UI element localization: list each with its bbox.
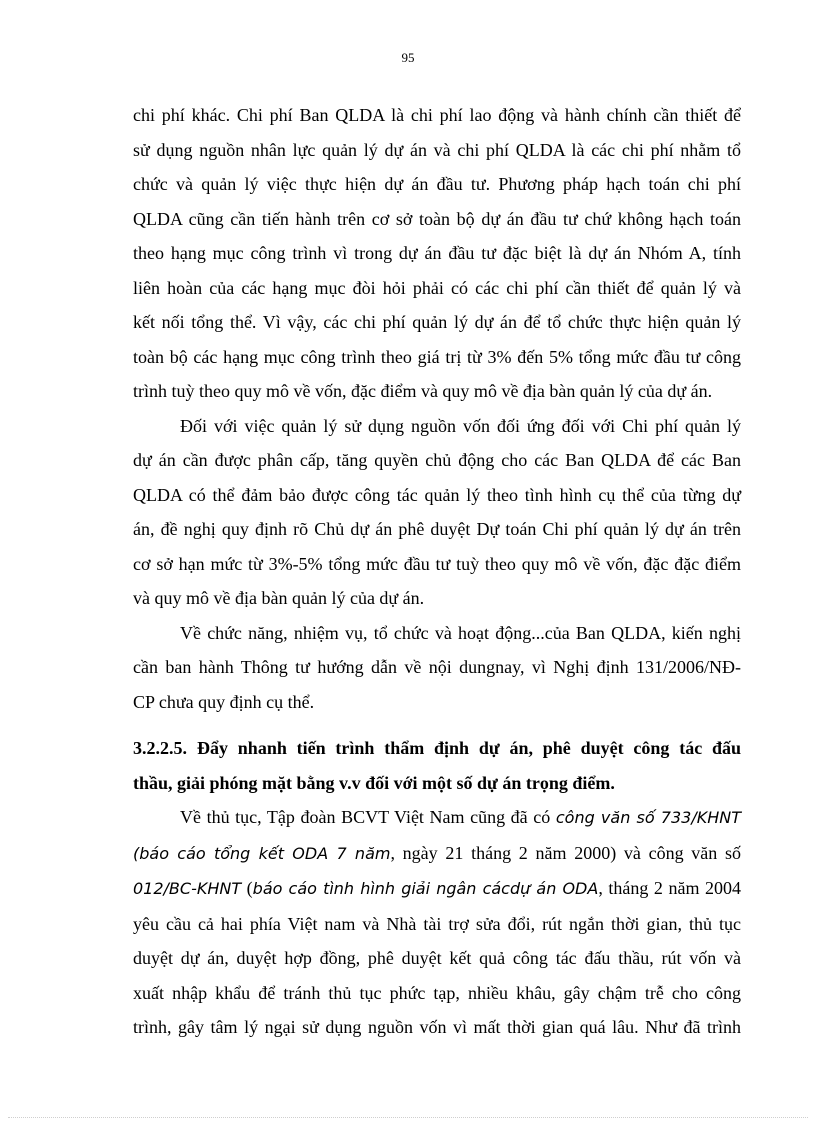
paragraph-4 xyxy=(133,800,741,1045)
text-run: Về thủ tục, Tập đoàn BCVT Việt Nam cũng đã có xyxy=(180,807,556,827)
text-line: duyệt dự án, duyệt hợp đồng, phê duyệt kết quả công tác đấu thầu, rút vốn và xyxy=(133,948,741,968)
text-run-italic: công văn số 733/KHNT xyxy=(555,808,742,827)
text-run-italic: 012/BC-KHNT xyxy=(133,879,242,898)
text-line: dự án cần được phân cấp, tăng quyền chủ động cho các Ban QLDA để các Ban xyxy=(133,450,741,470)
text-line: theo hạng mục công trình vì trong dự án đầu tư đặc biệt là dự án Nhóm A, tính xyxy=(133,243,741,263)
page-content xyxy=(133,98,741,1045)
section-title-line-1: Đẩy nhanh tiến trình thẩm định dự án, phê duyệt công tác đấu xyxy=(197,738,741,758)
text-line: xuất nhập khẩu để tránh thủ tục phức tạp, nhiều khâu, gây chậm trễ cho công xyxy=(133,982,741,1003)
text-line: cơ sở hạn mức từ 3%-5% tổng mức đầu tư tuỳ theo quy mô về vốn, đặc đặc điểm xyxy=(133,553,741,574)
text-line: Đối với việc quản lý sử dụng nguồn vốn đối ứng đối với Chi phí quản lý xyxy=(180,415,741,436)
text-line: Về chức năng, nhiệm vụ, tổ chức và hoạt động...của Ban QLDA, kiến nghị xyxy=(180,622,741,643)
text-line: trình tuỳ theo quy mô về vốn, đặc điểm và quy mô về địa bàn quản lý của dự án. xyxy=(133,381,713,401)
text-run: ( xyxy=(241,878,253,898)
text-run-italic: báo cáo tình hình giải ngân cácdự án ODA xyxy=(252,879,599,898)
text-line: toàn bộ các hạng mục công trình theo giá trị từ 3% đến 5% tổng mức đầu tư công xyxy=(133,346,741,367)
text-run: , tháng 2 năm 2004 xyxy=(598,878,741,898)
text-run-italic: (báo cáo tổng kết ODA 7 năm xyxy=(133,843,391,863)
text-line: CP chưa quy định cụ thể. xyxy=(133,691,315,712)
page-number: 95 xyxy=(401,50,415,65)
section-title-line-2: thầu, giải phóng mặt bằng v.v đối với một số dự án trọng điểm. xyxy=(133,772,615,793)
text-line: sử dụng nguồn nhân lực quản lý dự án và chi phí QLDA là các chi phí nhằm tổ xyxy=(133,139,741,160)
page-bottom-border xyxy=(8,1117,808,1118)
text-line: chức và quản lý việc thực hiện dự án đầu tư. Phương pháp hạch toán chi phí xyxy=(133,174,741,194)
text-line: QLDA cũng cần tiến hành trên cơ sở toàn bộ dự án đầu tư chứ không hạch toán xyxy=(133,208,741,229)
text-line: cần ban hành Thông tư hướng dẫn về nội dungnay, vì Nghị định 131/2006/NĐ- xyxy=(133,657,741,677)
text-line: chi phí khác. Chi phí Ban QLDA là chi phí lao động và hành chính cần thiết để xyxy=(133,105,741,125)
text-line: trình, gây tâm lý ngại sử dụng nguồn vốn vì mất thời gian quá lâu. Như đã trình xyxy=(133,1017,741,1037)
text-line: liên hoàn của các hạng mục đòi hỏi phải có các chi phí cần thiết để quản lý và xyxy=(133,277,741,298)
paragraph-3 xyxy=(133,616,741,720)
paragraph-1 xyxy=(133,98,741,409)
text-line: kết nối tổng thể. Vì vậy, các chi phí quản lý dự án để tổ chức thực hiện quản lý xyxy=(133,312,741,332)
text-line: yêu cầu cả hai phía Việt nam và Nhà tài trợ sửa đổi, rút ngắn thời gian, thủ tục xyxy=(133,913,741,934)
paragraph-2 xyxy=(133,409,741,616)
text-line: án, đề nghị quy định rõ Chủ dự án phê duyệt Dự toán Chi phí quản lý dự án trên xyxy=(133,519,741,539)
text-line: QLDA có thể đảm bảo được công tác quản lý theo tình hình cụ thể của từng dự xyxy=(133,484,741,505)
section-number: 3.2.2.5. xyxy=(133,738,187,758)
text-line: và quy mô về địa bàn quản lý của dự án. xyxy=(133,588,425,608)
section-heading xyxy=(133,731,741,800)
text-run: , ngày 21 tháng 2 năm 2000) và công văn số xyxy=(390,842,741,863)
